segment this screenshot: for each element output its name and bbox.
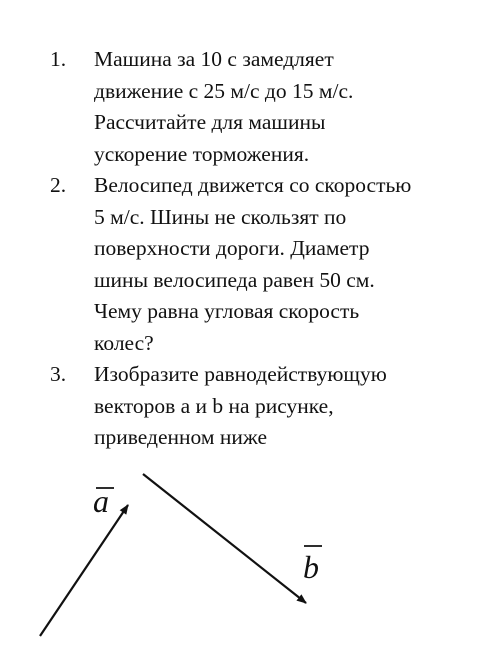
problem-text-line: 5 м/с. Шины не скользят по (94, 204, 347, 229)
problem-text-line: поверхности дороги. Диаметр (94, 236, 370, 260)
problem-text-line: Рассчитайте для машины (94, 110, 326, 134)
problem-list (30, 44, 492, 454)
problem-text-line: Машина за 10 с замедляет (94, 47, 334, 71)
vector-a-label: a (93, 483, 109, 519)
vector-a-arrow (40, 505, 128, 636)
problem-2 (30, 170, 492, 359)
problem-text-line: колес? (94, 330, 154, 355)
problem-number: 1. (50, 47, 67, 71)
problem-text-line: Изобразите равнодействующую (94, 362, 387, 386)
vector-b-label: b (303, 549, 319, 585)
vector-b-arrow (143, 474, 306, 603)
problem-text-line: движение с 25 м/с до 15 м/с. (94, 78, 354, 103)
problem-number: 3. (50, 362, 67, 386)
problem-text-line: ускорение торможения. (94, 141, 310, 166)
problem-text-line: векторов a и b на рисунке, (94, 393, 334, 418)
problem-3 (30, 359, 492, 454)
problem-text-line: Велосипед движется со скоростью (94, 173, 412, 197)
problem-1 (30, 44, 492, 170)
problem-text-line: шины велосипеда равен 50 см. (94, 267, 375, 292)
problem-text-line: приведенном ниже (94, 425, 267, 449)
vector-diagram (0, 460, 500, 646)
problem-number: 2. (50, 173, 67, 197)
problem-text-line: Чему равна угловая скорость (94, 299, 360, 323)
